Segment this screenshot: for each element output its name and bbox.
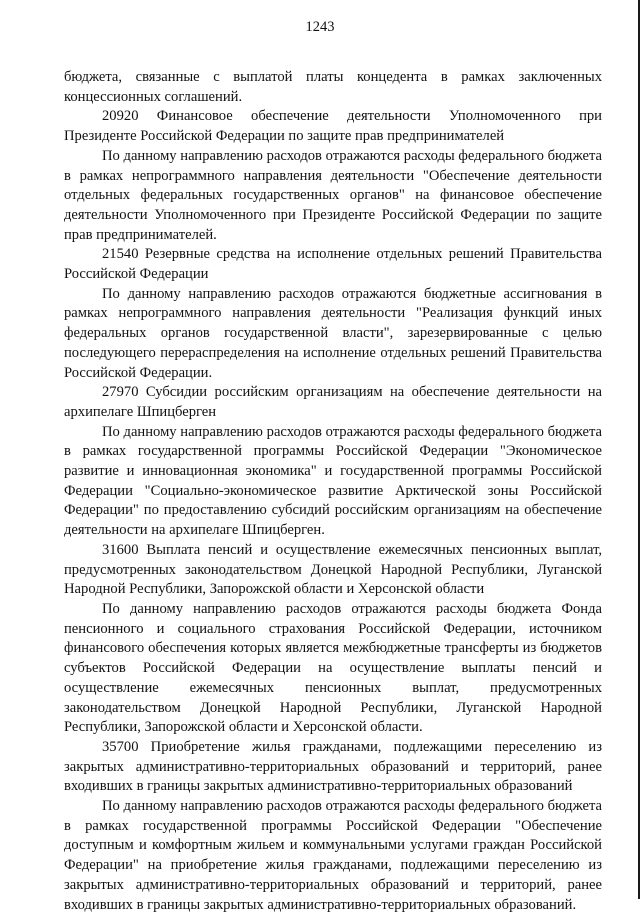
document-body — [64, 68, 602, 915]
paragraph-continuation: бюджета, связанные с выплатой платы концедента в рамках заключенных концессионных соглашений. — [64, 69, 602, 105]
paragraph-20920: По данному направлению расходов отражаются расходы федерального бюджета в рамках непрограммного направления деятельности "Обеспечение деятельности отдельных федеральных государственных органов" на финансовое обеспечение деятельности Уполномоченного при Президенте Российской Федерации по защите прав предпринимателей. — [64, 147, 602, 243]
page-number: 1243 — [305, 19, 335, 35]
section-heading-35700: 35700 Приобретение жилья гражданами, подлежащими переселению из закрытых административно-территориальных образований и территорий, ранее входивших в границы закрытых административно-территориальных образований — [64, 738, 602, 795]
paragraph-35700: По данному направлению расходов отражаются расходы федерального бюджета в рамках государственной программы Российской Федерации "Обеспечение доступным и комфортным жильем и коммунальными услугами граждан Российской Федерации" на приобретение жилья гражданами, подлежащими переселению из закрытых административно-территориальных образований и территорий, ранее входивших в границы закрытых административно-территориальных образований. — [64, 798, 602, 913]
section-heading-20920: 20920 Финансовое обеспечение деятельности Уполномоченного при Президенте Российской Федерации по защите прав предпринимателей — [64, 108, 602, 145]
paragraph-27970: По данному направлению расходов отражаются расходы федерального бюджета в рамках государственной программы Российской Федерации "Экономическое развитие и инновационная экономика" и государственной программы Российской Федерации "Социально-экономическое развитие Арктической зоны Российской Федерации" по предоставлению субсидий российским организациям на обеспечение деятельности на архипелаге Шпицберген. — [64, 423, 602, 539]
section-heading-31600: 31600 Выплата пенсий и осуществление ежемесячных пенсионных выплат, предусмотренных законодательством Донецкой Народной Республики, Луганской Народной Республики, Запорожской области и Херсонской области — [64, 541, 602, 598]
section-heading-21540: 21540 Резервные средства на исполнение отдельных решений Правительства Российской Федерации — [64, 246, 602, 283]
paragraph-31600: По данному направлению расходов отражаются расходы бюджета Фонда пенсионного и социального страхования Российской Федерации, источником финансового обеспечения которых является межбюджетные трансферты из бюджетов субъектов Российской Федерации на осуществление выплаты пенсий и осуществление ежемесячных пенсионных выплат, предусмотренных законодательством Донецкой Народной Республики, Луганской Народной Республики, Запорожской области и Херсонской области. — [64, 600, 602, 736]
section-heading-27970: 27970 Субсидии российским организациям на обеспечение деятельности на архипелаге Шпицберген — [64, 384, 602, 420]
paragraph-21540: По данному направлению расходов отражаются бюджетные ассигнования в рамках непрограммного направления деятельности "Реализация функций иных федеральных органов государственной власти", зарезервированные с целью последующего перераспределения на исполнение отдельных решений Правительства Российской Федерации. — [64, 285, 602, 381]
